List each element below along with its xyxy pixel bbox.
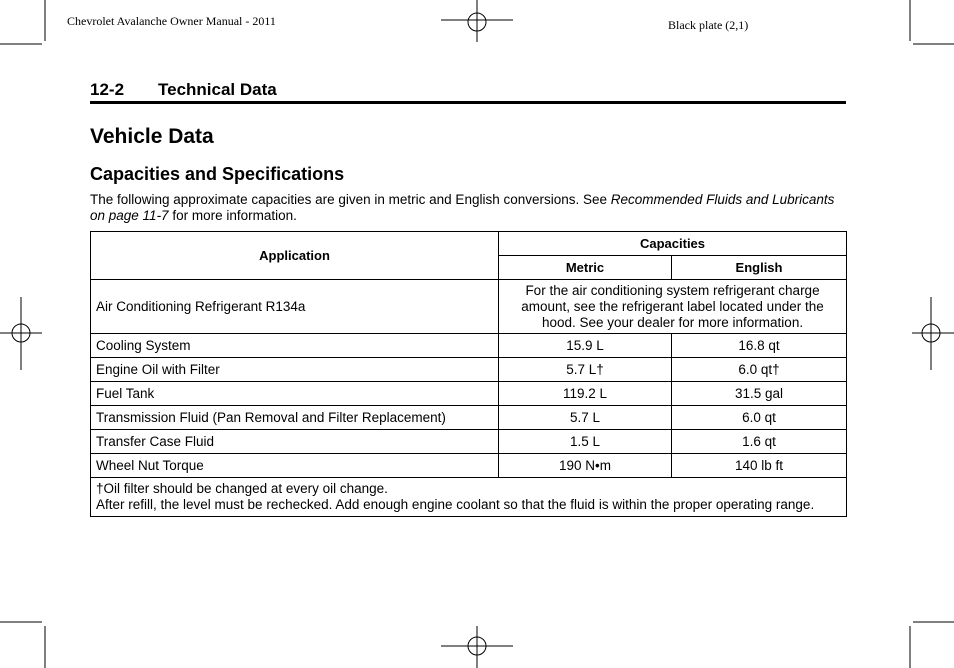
table-row (91, 406, 847, 430)
table-row (91, 280, 847, 334)
row-application: Transfer Case Fluid (91, 430, 499, 454)
header-english: English (672, 256, 847, 280)
row-metric: 119.2 L (499, 382, 672, 406)
intro-text: The following approximate capacities are given in metric and English conversions. See (90, 192, 611, 207)
page-subtitle: Capacities and Specifications (90, 164, 345, 184)
row-english: 6.0 qt (672, 406, 847, 430)
capacities-table (90, 231, 847, 517)
row-metric: 5.7 L (499, 406, 672, 430)
intro-paragraph (90, 192, 846, 224)
header-capacities: Capacities (499, 232, 847, 256)
table-row (91, 382, 847, 406)
page-title: Vehicle Data (90, 125, 214, 148)
running-header-manual-title: Chevrolet Avalanche Owner Manual - 2011 (67, 14, 276, 28)
row-english: 6.0 qt† (672, 358, 847, 382)
footnotes (91, 478, 847, 517)
row-metric: 5.7 L† (499, 358, 672, 382)
header-metric: Metric (499, 256, 672, 280)
row-metric: 1.5 L (499, 430, 672, 454)
row-metric: 15.9 L (499, 334, 672, 358)
row-application: Wheel Nut Torque (91, 454, 499, 478)
intro-text-end: for more information. (168, 208, 297, 223)
row-english: 1.6 qt (672, 430, 847, 454)
row-note: For the air conditioning system refrigerant charge amount, see the refrigerant label located under the hood. See your dealer for more information. (499, 280, 847, 334)
intro-reference-link[interactable]: Recommended Fluids and Lubricants on page 11-7 (90, 192, 835, 223)
section-rule (90, 101, 846, 104)
section-number: 12-2 (90, 80, 125, 99)
row-metric: 190 N•m (499, 454, 672, 478)
row-application: Air Conditioning Refrigerant R134a (91, 280, 499, 334)
row-application: Engine Oil with Filter (91, 358, 499, 382)
row-english: 16.8 qt (672, 334, 847, 358)
row-english: 140 lb ft (672, 454, 847, 478)
table-footnote-row (91, 478, 847, 517)
table-row (91, 358, 847, 382)
row-english: 31.5 gal (672, 382, 847, 406)
header-application: Application (91, 232, 499, 280)
footnote-oil-filter: †Oil filter should be changed at every oil change. (96, 481, 388, 496)
row-application: Transmission Fluid (Pan Removal and Filter Replacement) (91, 406, 499, 430)
table-row (91, 454, 847, 478)
section-header (90, 80, 846, 100)
footnote-refill: After refill, the level must be rechecked. Add enough engine coolant so that the fluid is within the proper operating range. (96, 497, 815, 512)
row-application: Cooling System (91, 334, 499, 358)
table-row (91, 334, 847, 358)
table-row (91, 430, 847, 454)
running-header-plate: Black plate (2,1) (668, 18, 749, 32)
section-name: Technical Data (158, 80, 277, 99)
row-application: Fuel Tank (91, 382, 499, 406)
